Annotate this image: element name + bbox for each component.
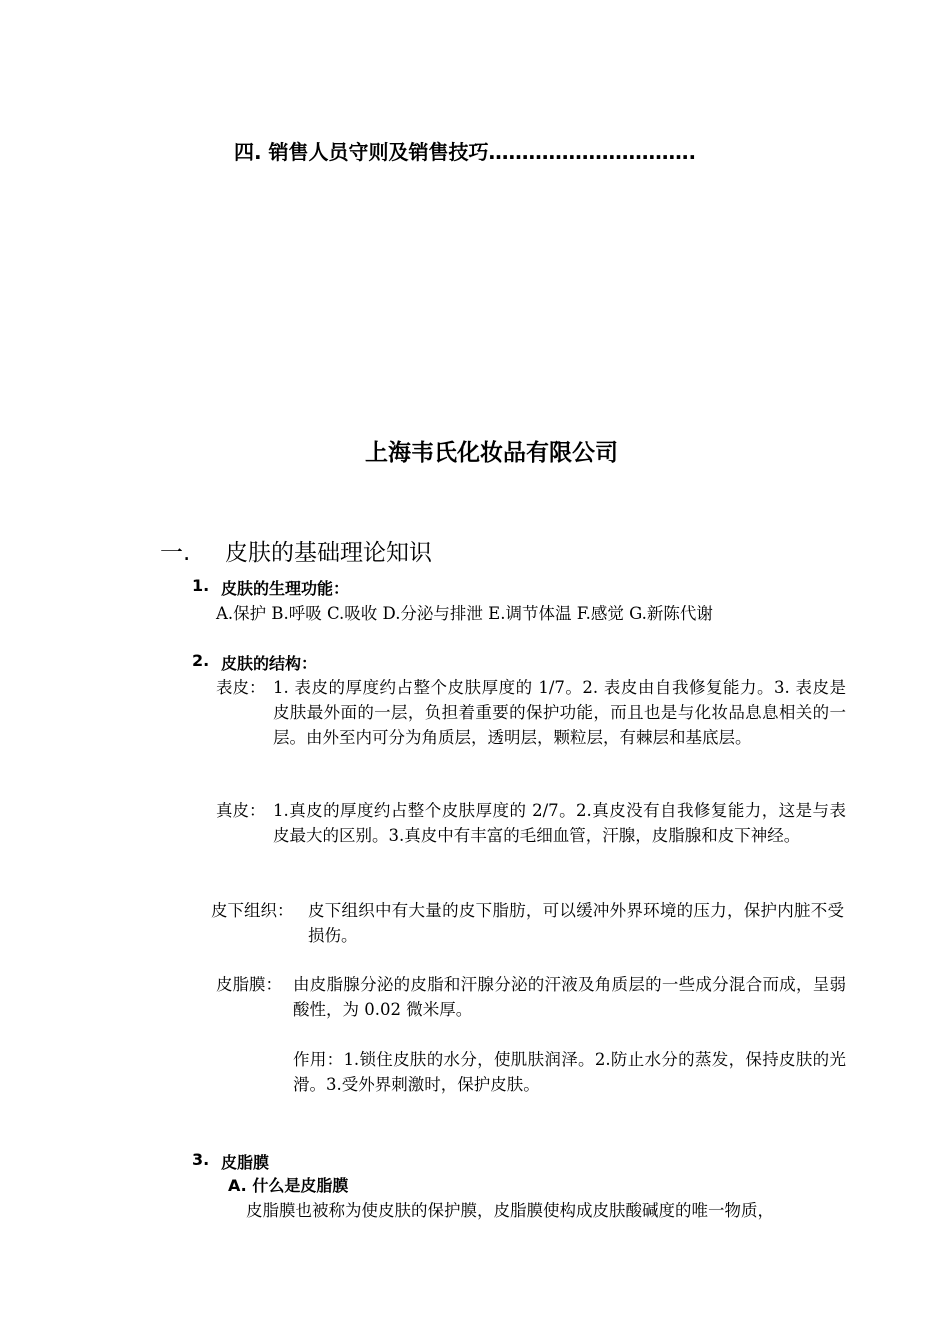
epidermis-text: 1. 表皮的厚度约占整个皮肤厚度的 1/7。2. 表皮由自我修复能力。3. 表皮是皮肤最外面的一层，负担着重要的保护功能，而且也是与化妆品息息相关的一层。由外至内可分为角质层，透明层，颗粒层，有棘层和基底层。: [273, 678, 846, 747]
company-name: 上海韦氏化妆品有限公司: [365, 440, 618, 466]
subsection-1-number: 1.: [192, 576, 210, 595]
subcutaneous-paragraph: [211, 898, 844, 948]
sebum-film-label: 皮脂膜：: [216, 975, 282, 994]
subsection-3-number: 3.: [192, 1150, 210, 1169]
skin-functions-list: A.保护 B.呼吸 C.吸收 D.分泌与排泄 E.调节体温 F.感觉 G.新陈代谢: [216, 604, 713, 623]
subsection-1-title: 皮肤的生理功能：: [221, 579, 350, 598]
dermis-label: 真皮：: [216, 801, 266, 820]
dermis-paragraph: [216, 798, 846, 848]
subcutaneous-text: 皮下组织中有大量的皮下脂肪，可以缓冲外界环境的压力，保护内脏不受损伤。: [308, 901, 844, 945]
sebum-film-text: 由皮脂腺分泌的皮脂和汗腺分泌的汗液及角质层的一些成分混合而成，呈弱酸性，为 0.02 微米厚。: [293, 975, 846, 1019]
sebum-film-paragraph: [216, 972, 846, 1022]
epidermis-paragraph: [216, 675, 846, 750]
dermis-text: 1.真皮的厚度约占整个皮肤厚度的 2/7。2.真皮没有自我修复能力，这是与表皮最大的区别。3.真皮中有丰富的毛细血管，汗腺，皮脂腺和皮下神经。: [273, 801, 846, 845]
toc-item-4: 四. 销售人员守则及销售技巧………………………….: [234, 140, 697, 164]
sebum-film-function-text: 作用：1.锁住皮肤的水分，使肌肤润泽。2.防止水分的蒸发，保持皮肤的光滑。3.受外界刺激时，保护皮肤。: [293, 1050, 846, 1094]
sebum-film-function-paragraph: [293, 1047, 846, 1097]
subsection-2-title: 皮肤的结构：: [221, 654, 318, 673]
part-a-text: 皮脂膜也被称为使皮肤的保护膜，皮脂膜使构成皮肤酸碱度的唯一物质，: [246, 1201, 774, 1220]
subcutaneous-label: 皮下组织：: [211, 901, 294, 920]
subsection-3-title: 皮脂膜: [221, 1153, 270, 1172]
epidermis-label: 表皮：: [216, 678, 266, 697]
section-title: 皮肤的基础理论知识: [225, 540, 432, 566]
part-a-title: A. 什么是皮脂膜: [228, 1176, 349, 1195]
section-number: 一.: [160, 540, 191, 566]
subsection-2-number: 2.: [192, 651, 210, 670]
